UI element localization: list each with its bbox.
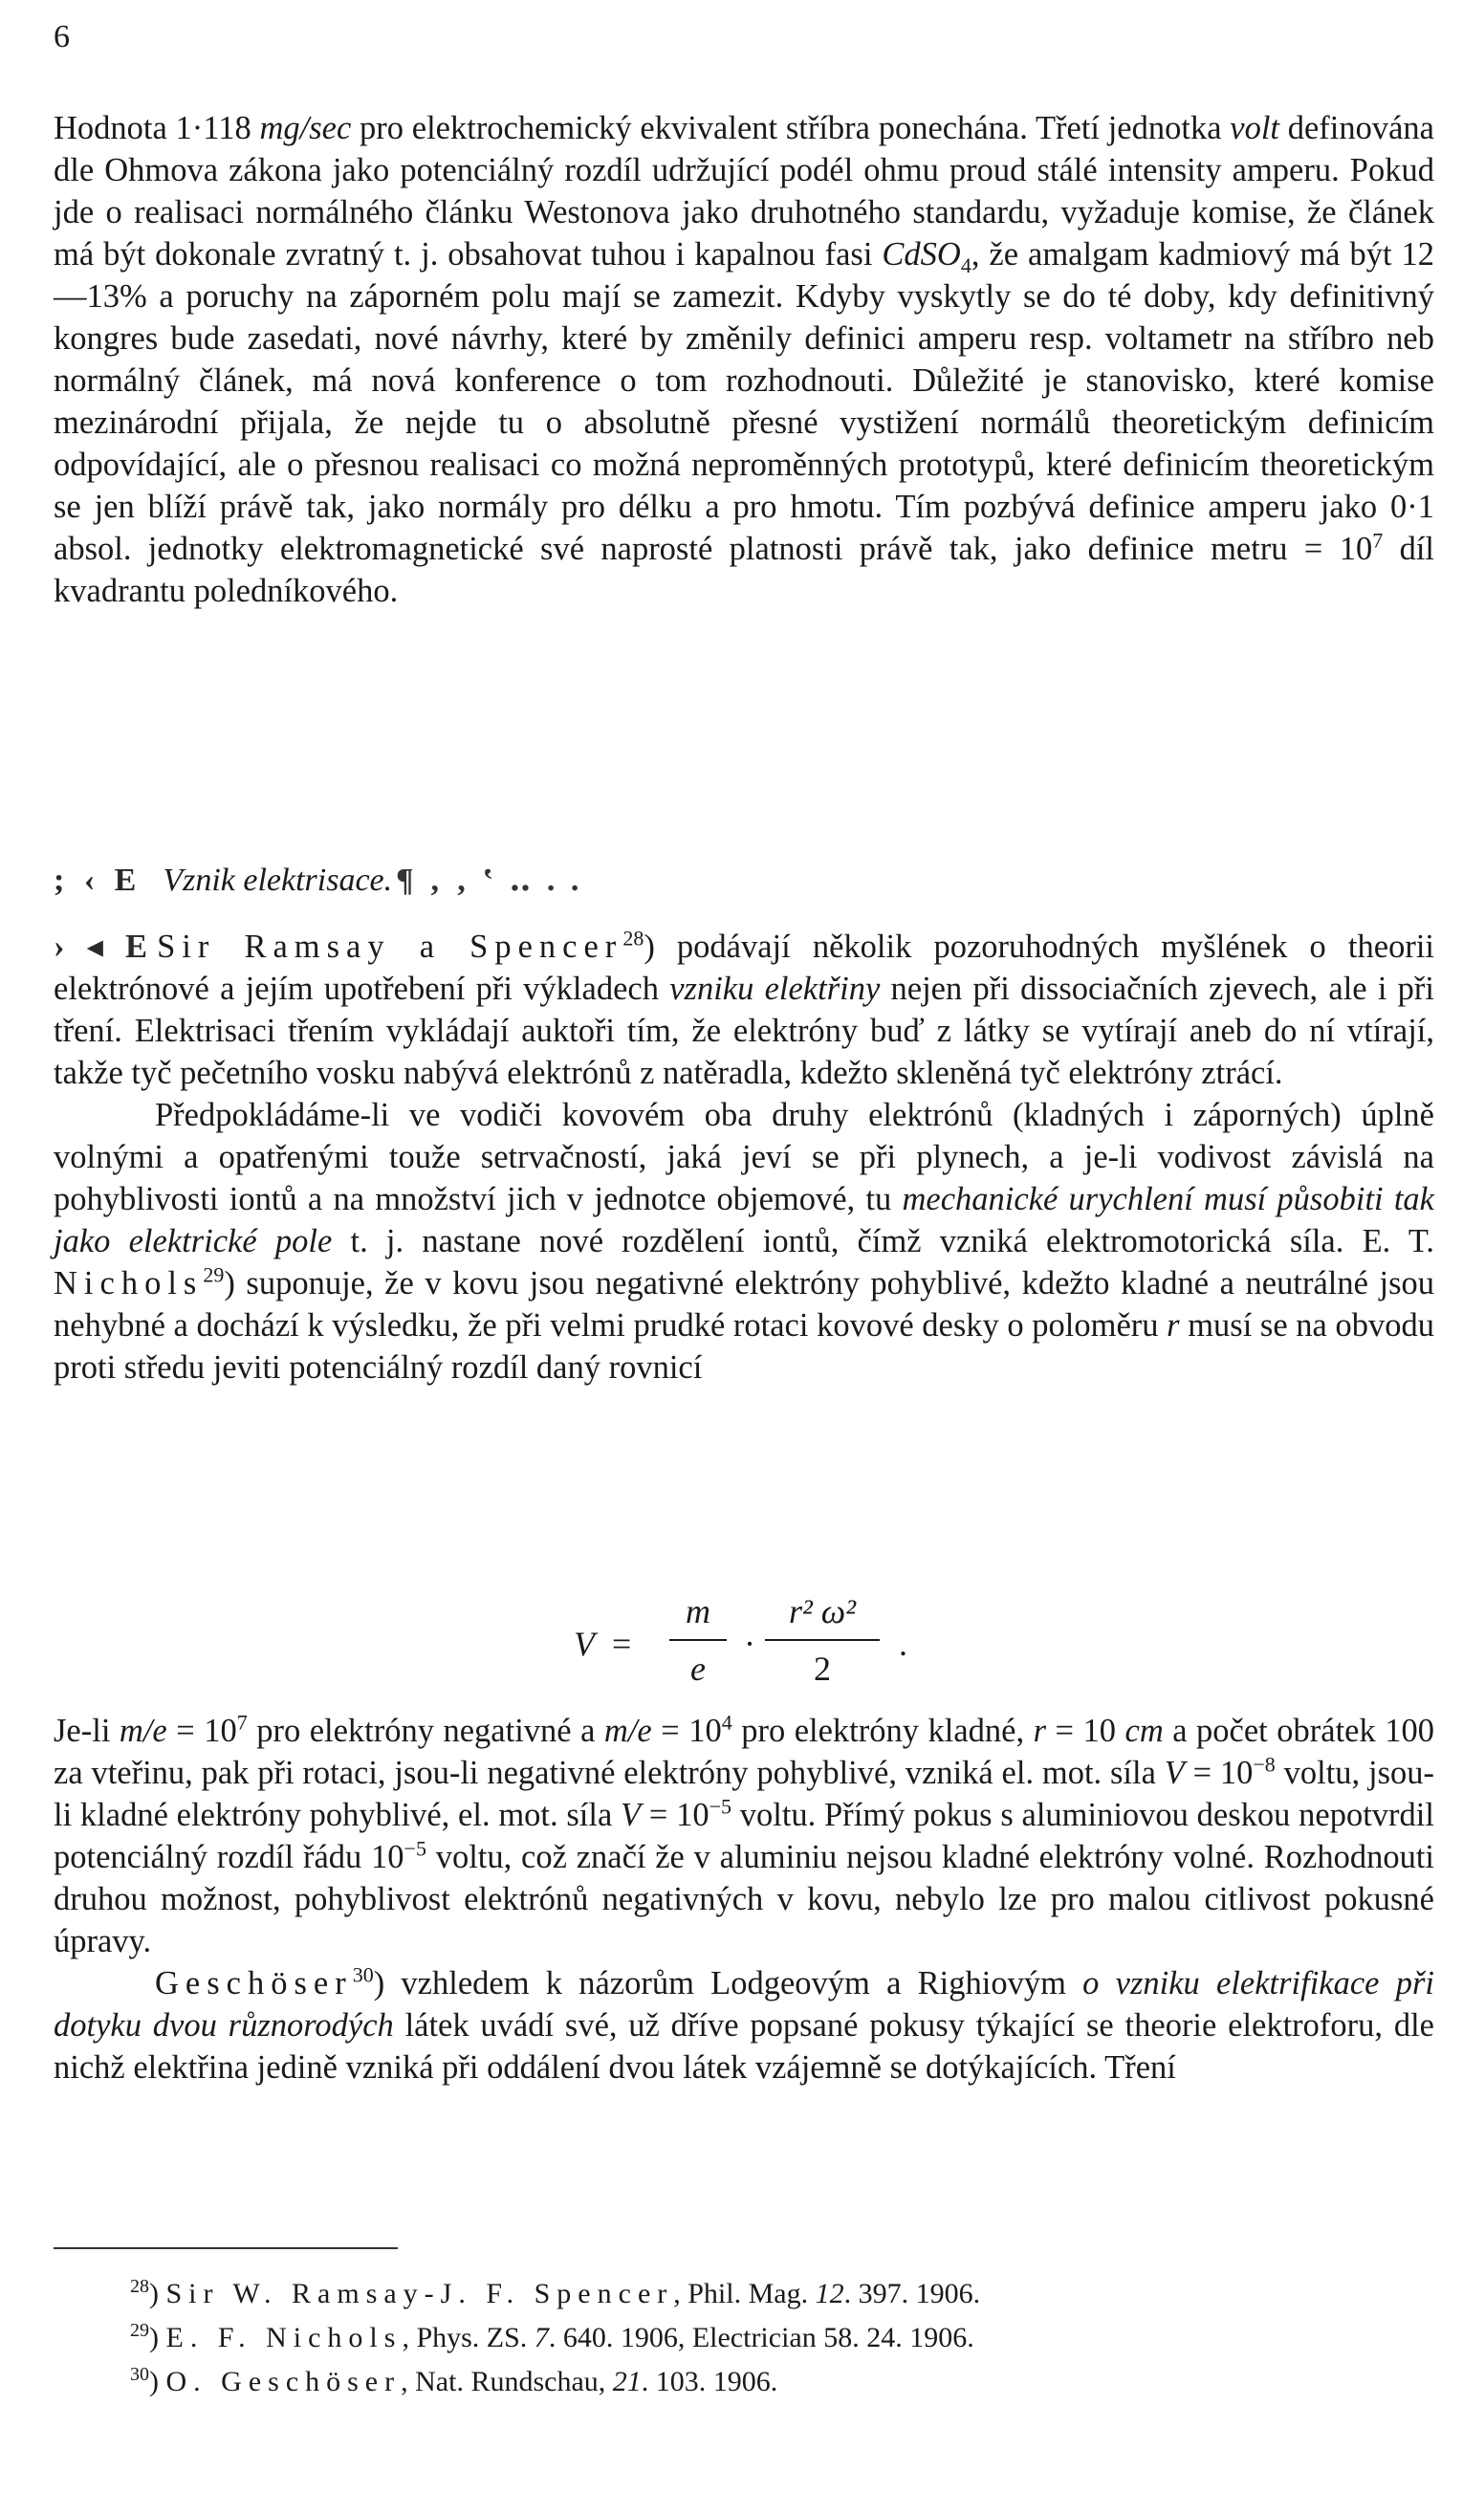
italic-term: o vzniku elektrifikace při dotyku dvou různorodých [54, 1965, 1434, 2044]
superscript: −5 [709, 1794, 731, 1819]
volume: 7 [534, 2322, 549, 2353]
text: , Phil. Mag. [673, 2278, 816, 2309]
volume: 12 [815, 2278, 844, 2309]
numerator: r² ω² [788, 1592, 856, 1630]
text: = 10 [166, 1713, 237, 1749]
superscript: −8 [1253, 1752, 1276, 1777]
text: pro elektróny kladné, [731, 1713, 1034, 1749]
scan-artifact: › ◂ E [54, 929, 148, 965]
variable: m/e [603, 1713, 652, 1749]
body-text [54, 926, 1434, 1389]
footnote-close: ) [149, 2366, 166, 2397]
author-name: E. F. Nichols [165, 2322, 403, 2353]
footnote-ref: 30 [352, 1962, 374, 1987]
text: = 10 [641, 1797, 709, 1833]
equation-period: . [899, 1625, 907, 1663]
section-heading [54, 861, 1434, 899]
footnote-number: 30 [130, 2364, 149, 2385]
text: pro elektrochemický ekvivalent stříbra ponechána. Třetí jednotka [351, 110, 1231, 146]
footnote-divider [54, 2247, 398, 2249]
footnotes [130, 2268, 1373, 2400]
text: = 10 [1046, 1713, 1125, 1749]
author-name: Geschöser [155, 1965, 353, 2001]
text: voltu. Přímý pokus s aluminiovou deskou nepotvrdil potenciálný rozdíl řádu 10 [54, 1797, 1434, 1875]
footnote [130, 2312, 1373, 2356]
footnote [130, 2268, 1373, 2312]
scan-artifact: ; ‹ E [54, 863, 142, 898]
fraction [765, 1587, 880, 1693]
text: definována dle Ohmova zákona jako potenciálný rozdíl udržující podél ohmu proud stálé intensity amperu. Pokud jde o realisaci normálného článku Westonova jako druhotného standardu, vyžaduje komise, že článek má být dokonale zvratný t. j. obsahovat tuhou i kapalnou fasi [54, 110, 1434, 273]
text: ) suponuje, že v kovu jsou negativné elektróny pohyblivé, kdežto kladné a neutrálné jsou nehybné a dochází k výsledku, že při velmi prudké rotaci kovové desky o poloměru [54, 1265, 1434, 1344]
text: t. j. nastane nové rozdělení iontů, čímž vzniká elektromotorická síla. E. T. [332, 1223, 1434, 1259]
chemical-formula: CdSO [882, 236, 961, 273]
text: ) podávají několik pozoruhodných myšlének o theorii elektrónové a jejím upotřebení při výkladech [54, 929, 1434, 1007]
text: = 10 [1184, 1755, 1254, 1791]
equals-sign: = [612, 1625, 632, 1663]
equation [574, 1587, 975, 1702]
superscript: 7 [236, 1710, 248, 1735]
text: Předpokládáme-li ve vodiči kovovém oba druhy elektrónů (kladných i záporných) úplně volnými a opatřenými touže setrvačností, jaká jeví se při plynech, a je-li vodivost závislá na pohyblivosti iontů a na množství jich v jednotce objemové, tu [54, 1097, 1434, 1217]
footnote-close: ) [149, 2278, 166, 2309]
text: nejen při dissociačních zjevech, ale i při tření. Elektrisaci třením vykládají auktoři tím, že elektróny buď z látky se vytírají aneb do ní vtírají, takže tyč pečetního vosku nabývá elektrónů z natěradla, kdežto skleněná tyč elektróny ztrácí. [54, 971, 1434, 1091]
text: látek uvádí své, už dříve popsané pokusy týkající se theorie elektroforu, dle nichž elektřina jedině vzniká při oddálení dvou látek vzájemně se dotýkajících. Tření [54, 2007, 1434, 2086]
text: = 10 [651, 1713, 722, 1749]
italic-unit: mg/sec [259, 110, 352, 146]
text: . 103. 1906. [641, 2366, 778, 2397]
paragraph [54, 926, 1434, 1094]
italic-term: vzniku elektřiny [669, 971, 881, 1007]
paragraph [54, 1094, 1434, 1389]
fraction-bar [765, 1639, 880, 1641]
variable: r [1033, 1713, 1047, 1749]
italic-term: volt [1230, 110, 1279, 146]
denominator: e [690, 1650, 706, 1688]
variable: V [621, 1797, 642, 1833]
author-name: Sir W. Ramsay-J. F. Spencer [165, 2278, 674, 2309]
author-name: O. Geschöser [165, 2366, 402, 2397]
text: ) vzhledem k názorům Lodgeovým a Righiovým [373, 1965, 1083, 2001]
superscript: −5 [404, 1836, 426, 1861]
section-title: Vznik elektrisace. [163, 863, 393, 898]
text: pro elektróny negativné a [247, 1713, 604, 1749]
footnote-ref: 28 [622, 926, 644, 951]
paragraph [54, 1710, 1434, 1962]
variable: V [1164, 1755, 1185, 1791]
subscript: 4 [960, 252, 971, 277]
multiply-dot: · [744, 1625, 755, 1663]
volume: 21 [612, 2366, 642, 2397]
text: Je-li [54, 1713, 120, 1749]
scan-artifact: ¶ ‚ ‚ ‛ ‥ . . [396, 863, 583, 898]
fraction-bar [669, 1639, 727, 1641]
footnote-number: 29 [130, 2320, 149, 2341]
author-name: Sir Ramsay a Spencer [157, 929, 623, 965]
body-text [54, 107, 1434, 612]
text: . 397. 1906. [843, 2278, 981, 2309]
paragraph [54, 1962, 1434, 2089]
text: , Nat. Rundschau, [401, 2366, 613, 2397]
author-name: Nichols [54, 1265, 204, 1301]
body-text [54, 1710, 1434, 2089]
variable: r [1167, 1307, 1180, 1344]
equation-lhs: V [574, 1625, 595, 1663]
text: voltu, což značí že v aluminiu nejsou kladné elektróny volné. Rozhodnouti druhou možnost, pohyblivost elektrónů negativných v kovu, nebylo lze pro malou citlivost pokusné úpravy. [54, 1839, 1434, 1959]
unit: cm [1124, 1713, 1164, 1749]
page-number: 6 [54, 19, 70, 55]
text: . 640. 1906, Electrician 58. 24. 1906. [548, 2322, 974, 2353]
footnote [130, 2356, 1373, 2400]
footnote-number: 28 [130, 2276, 149, 2297]
italic-term: mechanické urychlení musí působiti tak jako elektrické pole [54, 1181, 1434, 1259]
footnote-close: ) [149, 2322, 166, 2353]
text: musí se na obvodu proti středu jeviti potenciálný rozdíl daný rovnicí [54, 1307, 1434, 1386]
numerator: m [686, 1592, 710, 1630]
superscript: 4 [721, 1710, 732, 1735]
text: , že amalgam kadmiový má být 12—13% a poruchy na záporném polu mají se zamezit. Kdyby vyskytly se do té doby, kdy definitivný kongres bude zasedati, nové návrhy, které by změnily definici amperu resp. voltametr na stříbro neb normálný článek, má nová konference o tom rozhodnouti. Důležité je stanovisko, které komise mezinárodní přijala, že nejde tu o absolutně přesné vystižení normálů theoretickým definicím odpovídající, ale o přesnou realisaci co možná neproměnných prototypů, které definicím theoretickým se jen blíží právě tak, jako normály pro délku a pro hmotu. Tím pozbývá definice amperu jako 0·1 absol. jednotky elektromagnetické své naprosté platnosti právě tak, jako definice metru = 10 [54, 236, 1434, 567]
paragraph [54, 107, 1434, 612]
text: díl kvadrantu poledníkového. [54, 531, 1435, 609]
text: a počet obrátek 100 za vteřinu, pak při rotaci, jsou-li negativné elektróny pohyblivé, vzniká el. mot. síla [54, 1713, 1434, 1791]
variable: m/e [119, 1713, 167, 1749]
denominator: 2 [814, 1650, 831, 1688]
text: , Phys. ZS. [402, 2322, 535, 2353]
text: Hodnota 1·118 [54, 110, 260, 146]
superscript: 7 [1372, 528, 1384, 553]
fraction [669, 1587, 727, 1693]
text: voltu, jsou-li kladné elektróny pohyblivé, el. mot. síla [54, 1755, 1434, 1833]
footnote-ref: 29 [203, 1262, 225, 1287]
